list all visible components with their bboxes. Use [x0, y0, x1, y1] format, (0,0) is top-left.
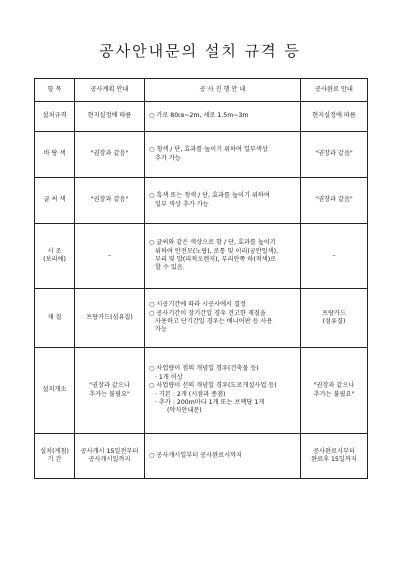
complete-cell: "권장과 같음" [301, 132, 368, 178]
item-cell: 설치규격 [35, 102, 75, 132]
progress-cell: ○ 청색 / 단, 효과를 높이기 위하여 일부색상 추가 가능 [145, 132, 301, 178]
table-row [35, 348, 368, 434]
progress-cell: ○ 공사개시일부터 공사완료시까지 [145, 434, 301, 479]
complete-cell: 프랑카드 (섬유질) [301, 289, 368, 348]
plan-cell: 프랑카드(섬유질) [75, 289, 145, 348]
table-row [35, 434, 368, 479]
progress-cell: ○ 글씨와 같은 색상으로 함 / 단, 효과를 높이기 위하여 안전모(노랑), 로통 및 이리(궁안일색), 부리 및 발(피적오렌지), 부리안쪽 하(적색)로 할 수 있음. [145, 224, 301, 289]
progress-cell: ○ 흑색 또는 청색 / 단, 효과를 높이기 위하여 일부 색상 추가 가능 [145, 178, 301, 224]
item-cell: 재 질 [35, 289, 75, 348]
table-row [35, 178, 368, 224]
table-row [35, 132, 368, 178]
complete-cell: 공사완료시부터 완료후 15일까지 [301, 434, 368, 479]
header-progress: 공 사 진 행 안 내 [145, 79, 301, 102]
plan-cell: 공사개시 15일전부터 공사개시일까지 [75, 434, 145, 479]
progress-cell: ○ 시공기간에 따라 시공사에서 결정 ○ 공사기간이 장기간일 경우 견고한 재질을 사용하고 단기간일 경우는 배니어판 등 사용 가능 [145, 289, 301, 348]
progress-cell: ○ 가로 80㎝~2m, 세로 1.5m~3m [145, 102, 301, 132]
plan-cell: "권장과 같으나 추가는 불필요" [75, 348, 145, 434]
complete-cell: 현지실정에 따름 [301, 102, 368, 132]
table-header-row [35, 79, 368, 102]
plan-cell: 현지실정에 따름 [75, 102, 145, 132]
spec-table [34, 78, 368, 479]
table-row [35, 289, 368, 348]
plan-cell: "권장과 같음" [75, 132, 145, 178]
progress-cell: ○ 사업량이 점의 개념일 경우(건축물 등) · 1개 이상 ○ 사업량이 선의 개념일 경우(도로개설사업 등) · 기본 : 2개 (시점과 종점) · 추가 : 200m마다 1개 또는 브랙당 1개 (약식안내문) [145, 348, 301, 434]
header-item: 항 목 [35, 79, 75, 102]
item-cell: 시 조 (보리에) [35, 224, 75, 289]
item-cell: 바 탕 색 [35, 132, 75, 178]
item-cell: 설치개소 [35, 348, 75, 434]
header-complete: 공사완료 안내 [301, 79, 368, 102]
plan-cell: – [75, 224, 145, 289]
plan-cell: "권장과 같음" [75, 178, 145, 224]
table-row [35, 102, 368, 132]
complete-cell: "권장과 같으나 추가는 불필요" [301, 348, 368, 434]
table-row [35, 224, 368, 289]
item-cell: 설치(게첨) 기 간 [35, 434, 75, 479]
header-plan: 공사계획 안내 [75, 79, 145, 102]
item-cell: 글 씨 색 [35, 178, 75, 224]
complete-cell: "권장과 같음" [301, 178, 368, 224]
complete-cell: – [301, 224, 368, 289]
document-title: 공사안내문의 설치 규격 등 [99, 42, 301, 60]
